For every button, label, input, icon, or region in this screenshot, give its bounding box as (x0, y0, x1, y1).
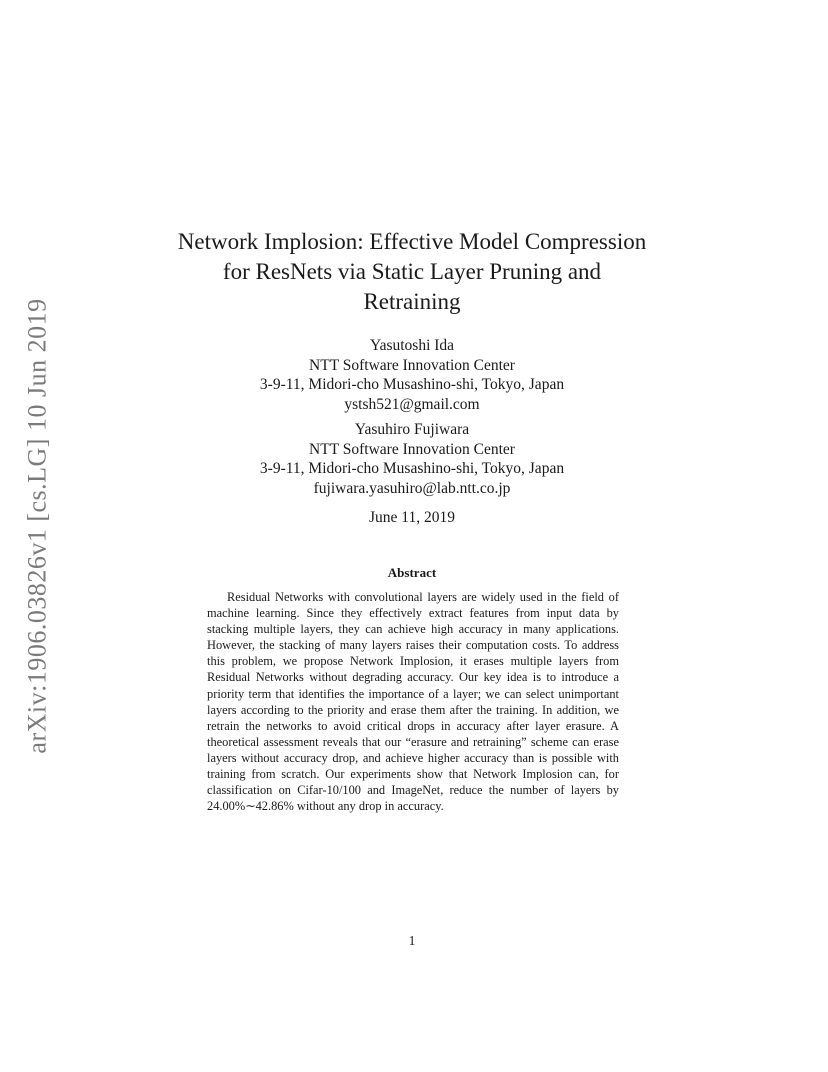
author-address: 3-9-11, Midori-cho Musashino-shi, Tokyo, Japan (259, 460, 565, 477)
paper-date: June 11, 2019 (369, 509, 455, 526)
paper-title (150, 227, 674, 317)
arxiv-identifier: arXiv:1906.03826v1 [cs.LG] 10 Jun 2019 (23, 298, 52, 754)
author-affiliation: NTT Software Innovation Center (309, 440, 515, 458)
page-number: 1 (408, 933, 416, 948)
author-block (180, 336, 644, 414)
author-address: 3-9-11, Midori-cho Musashino-shi, Tokyo, Japan (259, 376, 565, 393)
arxiv-sidebar-stamp (20, 292, 56, 760)
title-line: Network Implosion: Effective Model Compression (177, 229, 647, 254)
author-name: Yasuhiro Fujiwara (354, 421, 470, 438)
abstract-text: Residual Networks with convolutional layers are widely used in the field of machine learning. Since they effectively extract features from input data by stacking multiple layers, they can achieve high accuracy in many applications. However, the stacking of many layers raises their computation costs. To address this problem, we propose Network Implosion, it erases multiple layers from Residual Networks without degrading accuracy. Our key idea is to introduce a priority term that identifies the importance of a layer; we can select unimportant layers according to the priority and erase them after the training. In addition, we retrain the networks to avoid critical drops in accuracy after layer erasure. A theoretical assessment reveals that our “erasure and retraining” scheme can erase layers without accuracy drop, and achieve higher accuracy than is possible with training from scratch. Our experiments show that Network Implosion can, for classification on Cifar-10/100 and ImageNet, reduce the number of layers by 24.00%∼42.86% without any drop in accuracy. (207, 590, 619, 814)
author-name: Yasutoshi Ida (369, 337, 455, 354)
author-block (180, 420, 644, 498)
title-line: Retraining (363, 289, 461, 314)
abstract-heading: Abstract (387, 565, 437, 580)
author-affiliation: NTT Software Innovation Center (309, 356, 515, 374)
title-line: for ResNets via Static Layer Pruning and (222, 259, 602, 284)
author-email: fujiwara.yasuhiro@lab.ntt.co.jp (313, 479, 511, 497)
author-email: ystsh521@gmail.com (344, 395, 480, 413)
